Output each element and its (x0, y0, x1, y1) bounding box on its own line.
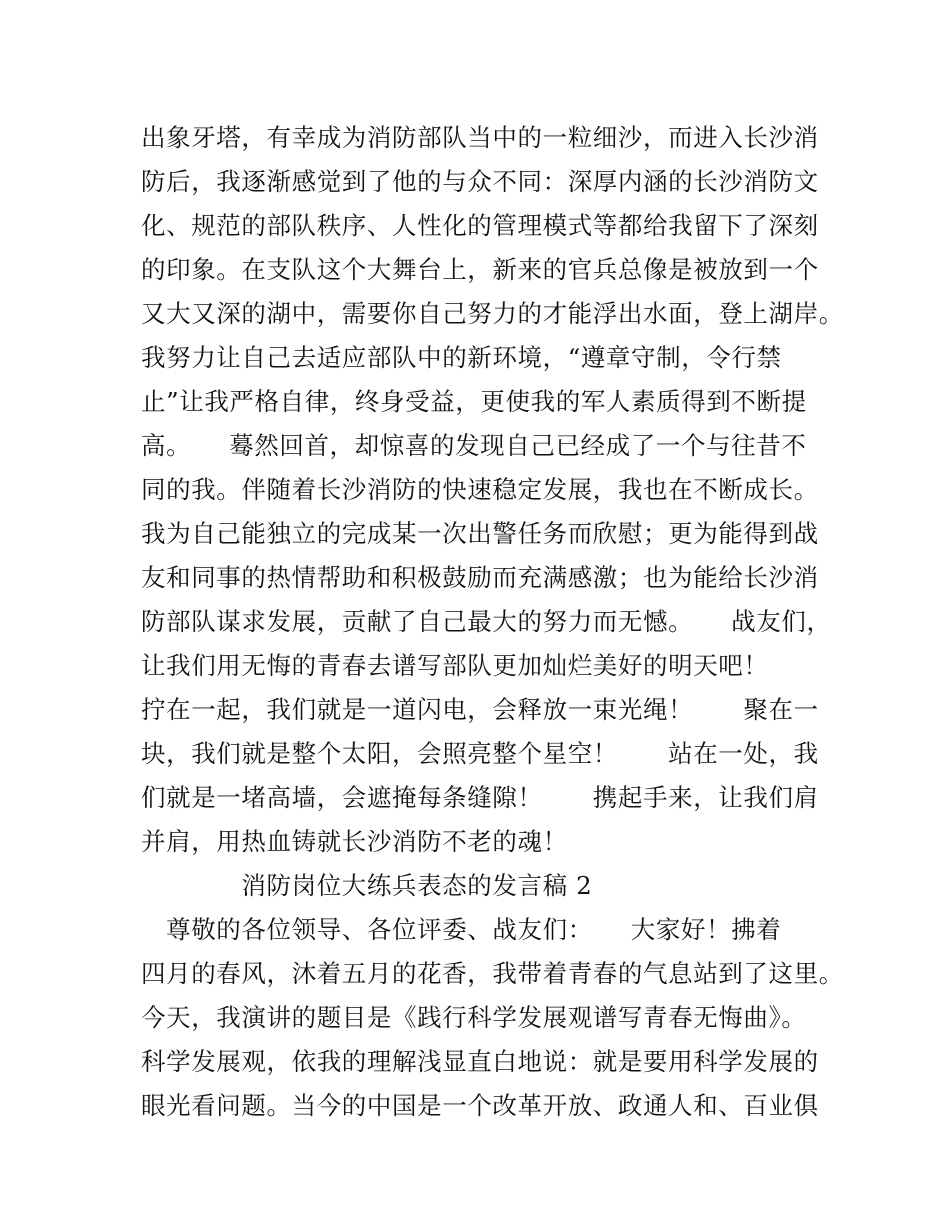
text-line: 又大又深的湖中，需要你自己努力的才能浮出水面，登上湖岸。 (141, 299, 844, 328)
text-line: 化、规范的部队秩序、人性化的管理模式等都给我留下了深刻 (141, 211, 819, 240)
text-line: 友和同事的热情帮助和积极鼓励而充满感激；也为能给长沙消 (141, 563, 819, 592)
text-line: 尊敬的各位领导、各位评委、战友们： 大家好！拂着 (141, 915, 782, 944)
text-line: 出象牙塔，有幸成为消防部队当中的一粒细沙，而进入长沙消 (141, 123, 819, 152)
section-heading: 消防岗位大练兵表态的发言稿 2 (141, 871, 593, 900)
text-line: 块，我们就是整个太阳，会照亮整个星空！ 站在一处，我 (141, 739, 819, 768)
text-line: 们就是一堵高墙，会遮掩每条缝隙！ 携起手来，让我们肩 (141, 783, 819, 812)
text-line: 高。 蓦然回首，却惊喜的发现自己已经成了一个与往昔不 (141, 431, 807, 460)
text-line: 我为自己能独立的完成某一次出警任务而欣慰；更为能得到战 (141, 519, 819, 548)
text-line: 今天，我演讲的题目是《践行科学发展观谱写青春无悔曲》。 (141, 1003, 807, 1032)
text-line: 拧在一起，我们就是一道闪电，会释放一束光绳！ 聚在一 (141, 695, 819, 724)
text-line: 防部队谋求发展，贡献了自己最大的努力而无憾。 战友们， (141, 607, 832, 636)
text-line: 止”让我严格自律，终身受益，更使我的军人素质得到不断提 (141, 387, 807, 416)
text-line: 我努力让自己去适应部队中的新环境，“遵章守制，令行禁 (141, 343, 782, 372)
text-line: 科学发展观，依我的理解浅显直白地说：就是要用科学发展的 (141, 1047, 819, 1076)
text-line: 四月的春风，沐着五月的花香，我带着青春的气息站到了这里。 (141, 959, 844, 988)
text-line: 的印象。在支队这个大舞台上，新来的官兵总像是被放到一个 (141, 255, 819, 284)
text-line: 同的我。伴随着长沙消防的快速稳定发展，我也在不断成长。 (141, 475, 819, 504)
text-line: 并肩，用热血铸就长沙消防不老的魂！ (141, 827, 568, 856)
text-line: 眼光看问题。当今的中国是一个改革开放、政通人和、百业俱 (141, 1091, 819, 1120)
text-line: 防后，我逐渐感觉到了他的与众不同：深厚内涵的长沙消防文 (141, 167, 819, 196)
text-line: 让我们用无悔的青春去谱写部队更加灿烂美好的明天吧！ (141, 651, 769, 680)
